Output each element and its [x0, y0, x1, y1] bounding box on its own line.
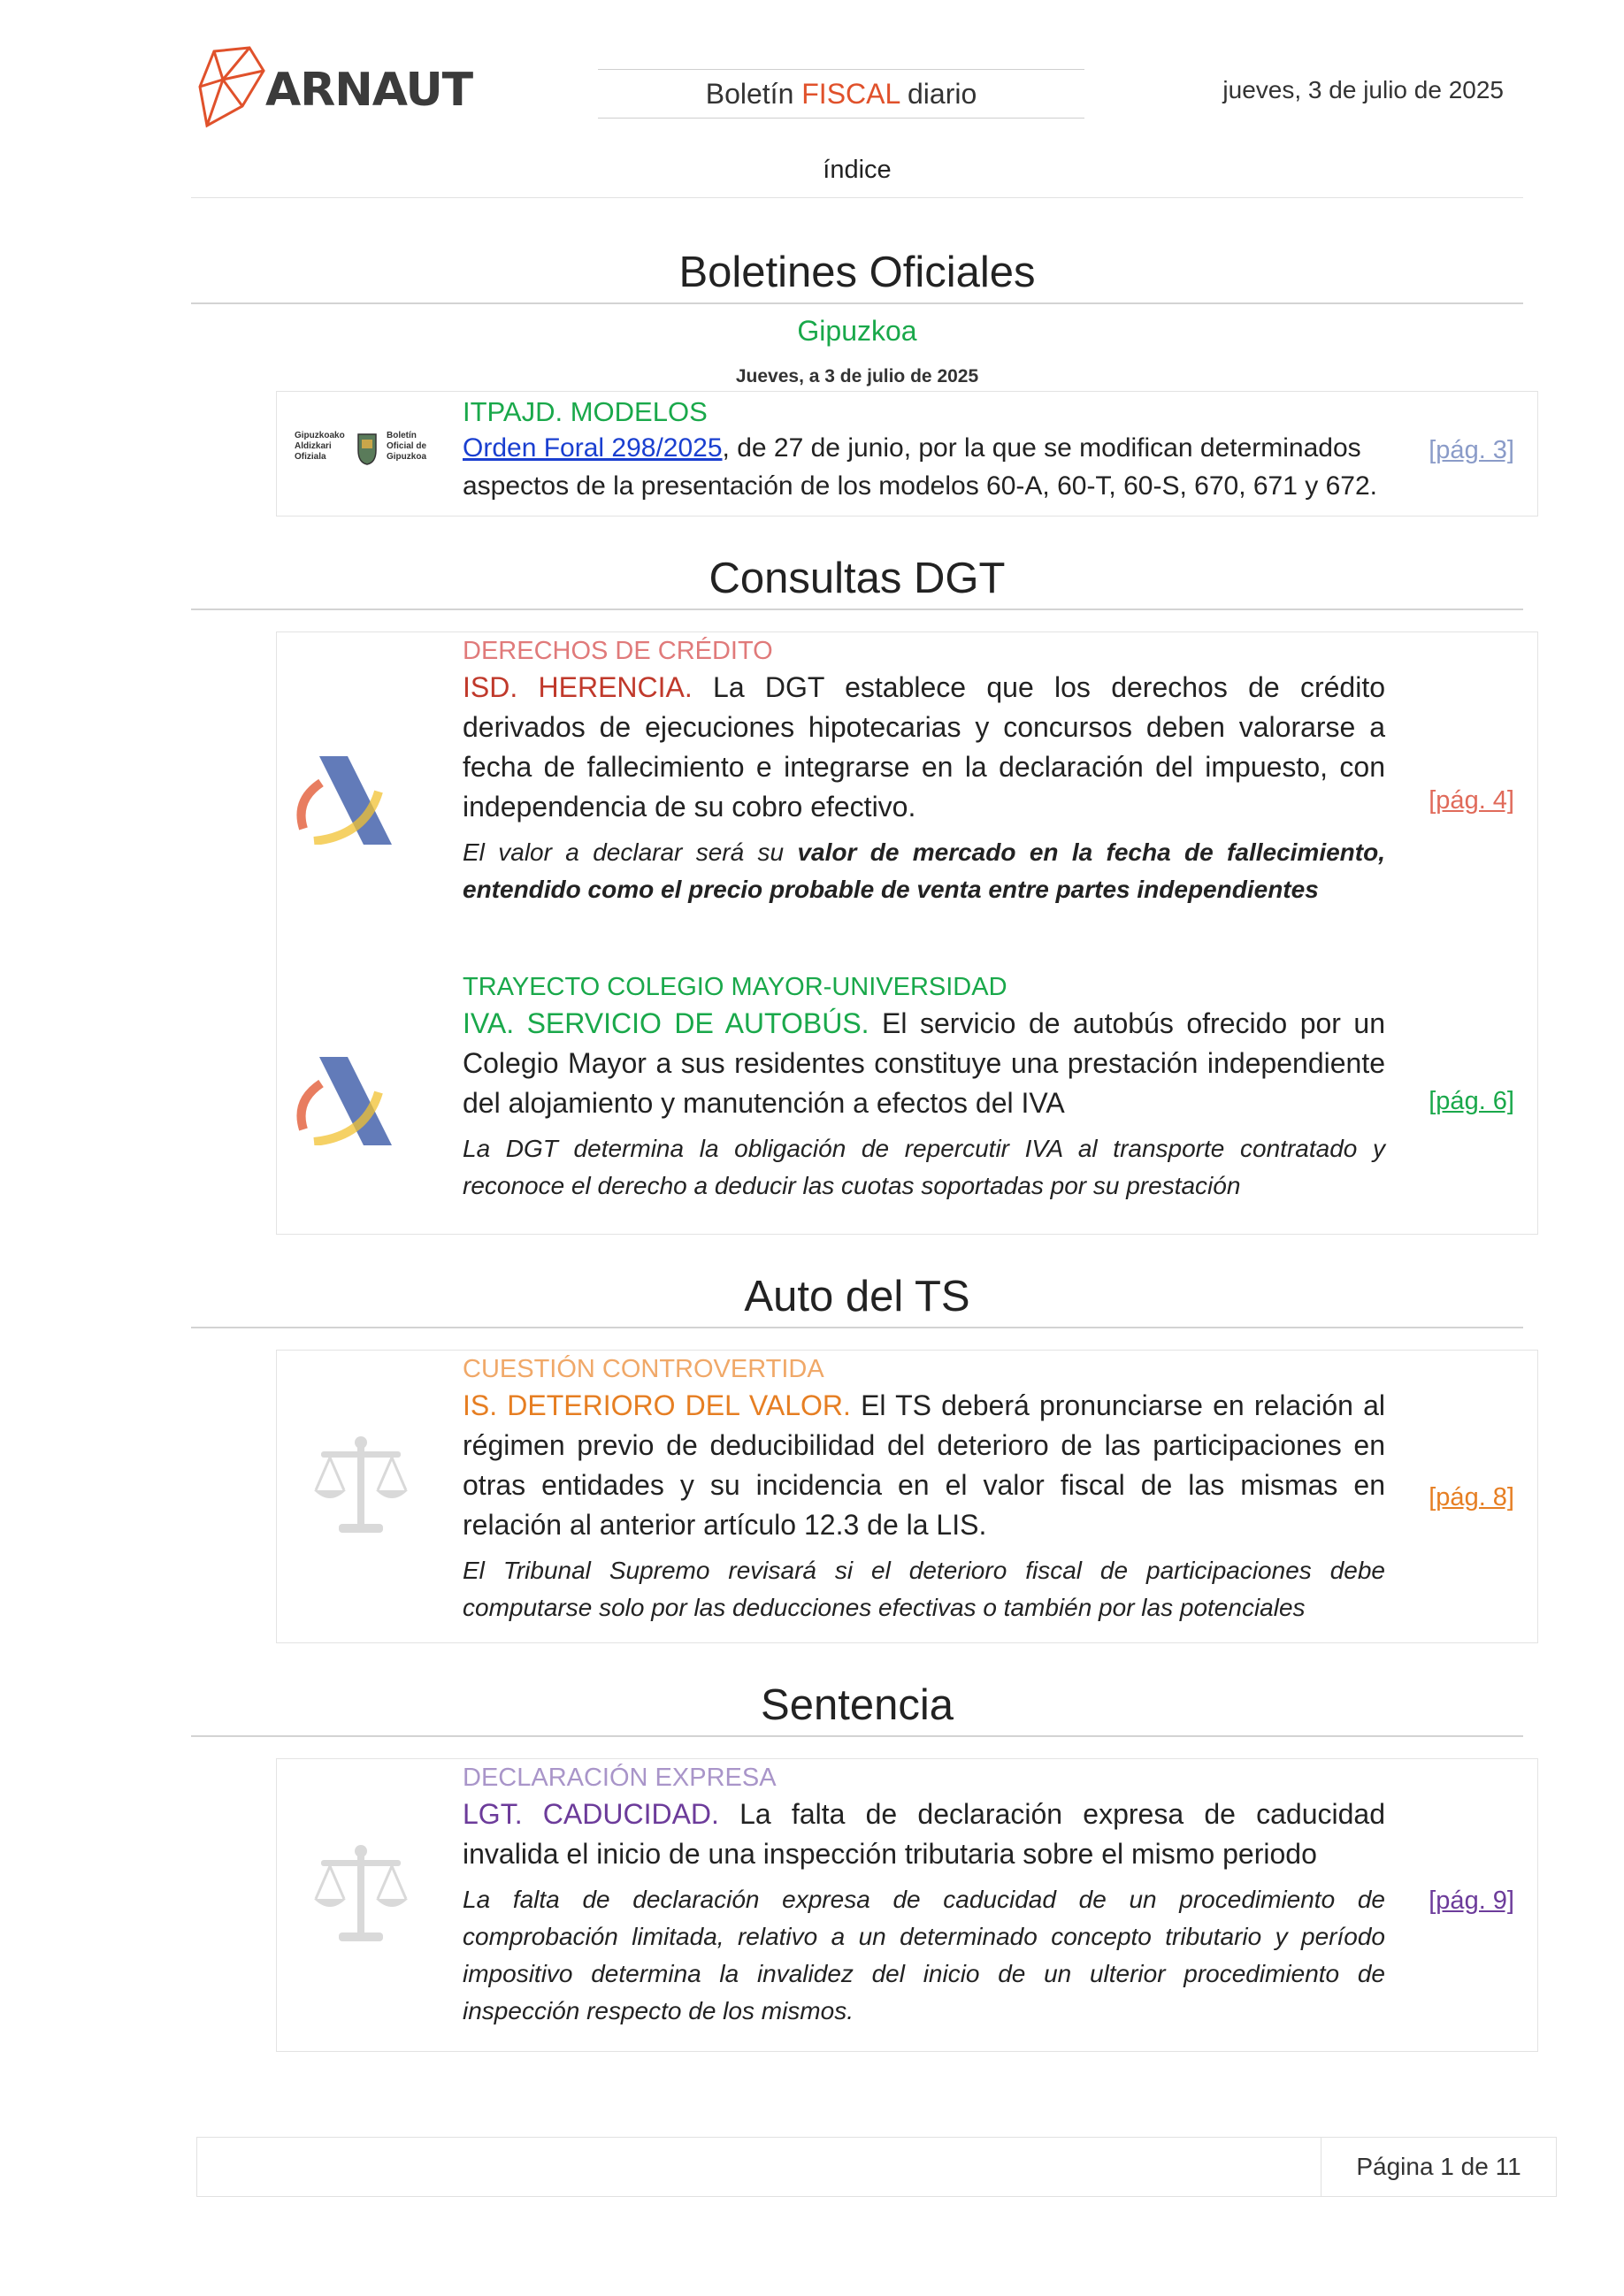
gazette-logo: Gipuzkoako Aldizkari Ofiziala Boletín Oficial de Gipuzkoa — [295, 431, 436, 484]
entry-summary: El valor a declarar será su valor de mercado en la fecha de fallecimiento, entendido como el precio probable de venta entre partes independientes — [463, 838, 1385, 903]
entry-headline: IS. DETERIORO DEL VALOR. El TS deberá pronunciarse en relación al régimen previo de deducibilidad del deterioro de las participaciones en otras entidades y su incidencia en el valor fiscal de las mismas en relación al anterior artículo 12.3 de la LIS. — [463, 1389, 1386, 1541]
page-link-8[interactable]: [pág. 8] — [1429, 1483, 1514, 1512]
aeat-logo-icon — [295, 756, 392, 845]
header-date: jueves, 3 de julio de 2025 — [1222, 76, 1504, 103]
section-title-sentencia: Sentencia — [191, 1680, 1523, 1737]
boletin-entry-box — [276, 391, 1538, 517]
page-link-9[interactable]: [pág. 9] — [1429, 1887, 1514, 1915]
auto-entry-box — [276, 1350, 1538, 1643]
page-footer — [196, 2137, 1557, 2197]
arnaut-logo — [196, 44, 473, 133]
index-heading[interactable]: índice — [191, 156, 1523, 198]
page-link-3[interactable]: [pág. 3] — [1429, 436, 1514, 464]
entry-summary: La DGT determina la obligación de repercutir IVA al transporte contratado y reconoce el derecho a deducir las cuotas soportadas por su prestación — [463, 1135, 1385, 1199]
page-number: Página 1 de 11 — [1321, 2138, 1556, 2196]
page-link-4[interactable]: [pág. 4] — [1429, 786, 1514, 815]
consulta-entry-2 — [463, 970, 1385, 1205]
entry-summary: La falta de declaración expresa de caducidad de un procedimiento de comprobación limitada, relativo a un determinado concepto tributario y período impositivo determina la invalidez del inicio de un ulterior procedimiento de inspección respecto de los mismos. — [463, 1886, 1385, 2024]
section-subtitle-gipuzkoa: Gipuzkoa — [797, 315, 917, 347]
aeat-logo-icon — [295, 1057, 392, 1145]
consulta-entry-1 — [463, 632, 1385, 908]
logo-wordmark: ARNAUT — [265, 64, 473, 117]
entry-category: TRAYECTO COLEGIO MAYOR-UNIVERSIDAD — [463, 973, 1007, 1001]
entry-category: DERECHOS DE CRÉDITO — [463, 637, 773, 665]
entry-category: CUESTIÓN CONTROVERTIDA — [463, 1355, 824, 1383]
entry-headline: ISD. HERENCIA. La DGT establece que los derechos de crédito derivados de ejecuciones hipotecarias y concursos deben valorarse a fecha de fallecimiento e integrarse en la declaración del impuesto, con independencia de su cobro efectivo. — [463, 671, 1385, 823]
gipuzkoa-shield-icon — [356, 431, 378, 466]
entry-category: ITPAJD. MODELOS — [463, 396, 708, 427]
consultas-entry-box — [276, 631, 1538, 1235]
boletin-entry — [463, 395, 1385, 505]
gazette-date: Jueves, a 3 de julio de 2025 — [735, 366, 979, 386]
scales-of-justice-icon — [312, 1841, 410, 1947]
page-link-6[interactable]: [pág. 6] — [1429, 1087, 1514, 1115]
bulletin-title: Boletín FISCAL diario — [598, 69, 1084, 119]
sentencia-entry — [463, 1759, 1385, 2030]
entry-category: DECLARACIÓN EXPRESA — [463, 1764, 777, 1792]
orden-foral-link[interactable]: Orden Foral 298/2025 — [463, 433, 723, 463]
section-title-consultas: Consultas DGT — [191, 554, 1523, 610]
entry-headline: LGT. CADUCIDAD. La falta de declaración expresa de caducidad invalida el inicio de una inspección tributaria sobre el mismo periodo — [463, 1798, 1386, 1870]
arnaut-logo-icon — [196, 44, 267, 133]
auto-entry — [463, 1351, 1385, 1626]
sentencia-entry-box — [276, 1758, 1538, 2052]
section-title-boletines: Boletines Oficiales — [191, 248, 1523, 304]
scales-of-justice-icon — [312, 1432, 410, 1538]
section-title-auto: Auto del TS — [191, 1272, 1523, 1328]
entry-summary: El Tribunal Supremo revisará si el deterioro fiscal de participaciones debe computarse solo por las deducciones efectivas o también por las potenciales — [463, 1557, 1385, 1621]
entry-headline: IVA. SERVICIO DE AUTOBÚS. El servicio de autobús ofrecido por un Colegio Mayor a sus residentes constituye una prestación independiente del alojamiento y manutención a efectos del IVA — [463, 1007, 1386, 1119]
entry-headline: Orden Foral 298/2025, de 27 de junio, por la que se modifican determinados aspectos de la presentación de los modelos 60-A, 60-T, 60-S, 670, 671 y 672. — [463, 433, 1377, 501]
